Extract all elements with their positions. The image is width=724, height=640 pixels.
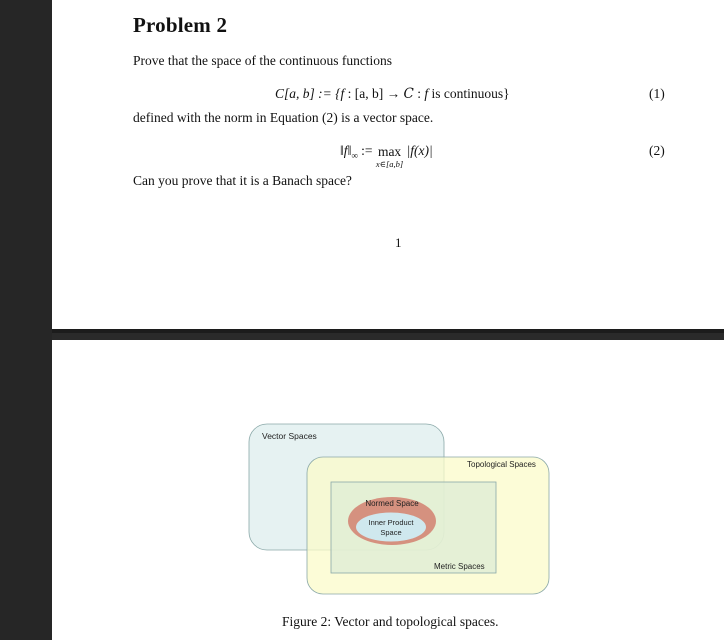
eq1-f2: f [424, 86, 429, 101]
intro-paragraph: Prove that the space of the continuous functions [133, 53, 393, 68]
eq2-assign: := [357, 143, 376, 158]
document-page-1 [52, 0, 724, 329]
eq1-colon: : [413, 86, 425, 101]
eq2-abs: |f(x)| [403, 143, 433, 158]
figure-caption: Figure 2: Vector and topological spaces. [282, 614, 499, 629]
spaces-venn-diagram [52, 340, 724, 640]
equation-1 [275, 86, 510, 102]
eq2-norm-close: ‖ [347, 143, 352, 158]
document-page-2 [52, 340, 724, 640]
vector-spaces-label: Vector Spaces [262, 431, 317, 441]
eq2-max-operator [376, 145, 403, 168]
eq1-lhs: C[a, b] := { [275, 86, 341, 101]
question-paragraph: Can you prove that it is a Banach space? [133, 173, 352, 188]
eq1-body: : [a, b] → [344, 86, 404, 101]
inner-product-space-region [356, 513, 426, 542]
inner-product-label-line2: Space [380, 528, 402, 537]
page-number: 1 [395, 235, 402, 250]
eq1-rest: is continuous} [428, 86, 510, 101]
equation-1-number: (1) [649, 86, 665, 101]
eq2-norm-open: ‖ [340, 143, 344, 158]
problem-heading: Problem 2 [133, 13, 228, 37]
equation-2 [340, 143, 433, 169]
eq2-max-sub: x∈[a,b] [375, 158, 404, 169]
eq2-f: f [343, 143, 348, 158]
after-equation-1-text: defined with the norm in Equation (2) is a vector space. [133, 110, 434, 125]
eq2-norm-sub: ∞ [351, 150, 358, 161]
eq1-calC: C [403, 86, 414, 102]
eq1-f: f [340, 86, 345, 101]
normed-space-label: Normed Space [365, 499, 419, 508]
inner-product-label-line1: Inner Product [368, 518, 414, 527]
metric-spaces-label: Metric Spaces [434, 562, 485, 571]
page-separator-edge [52, 329, 724, 333]
equation-2-number: (2) [649, 143, 665, 158]
page-separator [52, 329, 724, 340]
eq2-max: max [377, 144, 402, 159]
topological-spaces-label: Topological Spaces [467, 460, 536, 469]
